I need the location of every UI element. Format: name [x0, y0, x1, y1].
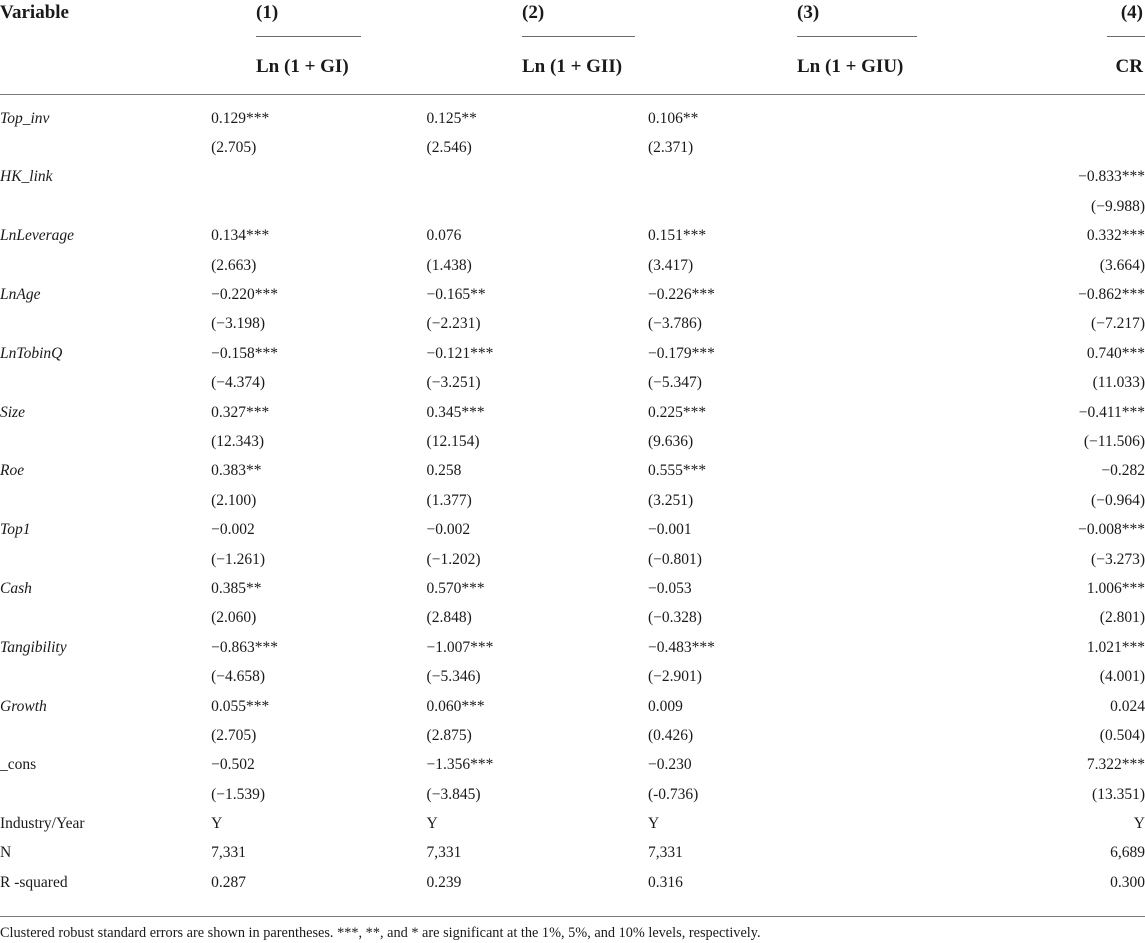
- cell-col-4: 0.300: [1110, 873, 1145, 891]
- cell-col-1: (−1.261): [211, 550, 266, 568]
- row-variable-label: [0, 721, 211, 750]
- table-row: [0, 310, 1145, 339]
- row-variable-label: _cons: [0, 756, 37, 774]
- cell-col-2: −0.002: [426, 521, 471, 539]
- cell-col-1: Y: [211, 815, 223, 833]
- table-row: [0, 780, 1145, 809]
- table-row: [0, 104, 1145, 133]
- cell-col-2: −1.356***: [426, 756, 494, 774]
- cell-col-3: (9.636): [647, 432, 694, 450]
- table-row: [0, 633, 1145, 662]
- cell-col-3: (0.426): [647, 726, 694, 744]
- cell-col-2: −0.165**: [426, 286, 486, 304]
- cell-col-4: (3.664): [1099, 256, 1145, 274]
- cell-col-1: −0.502: [211, 756, 255, 774]
- cell-col-1: 0.327***: [211, 403, 270, 421]
- cell-col-4: −0.282: [1101, 462, 1145, 480]
- header-col-4-underline: [1107, 36, 1145, 37]
- coefficient-table: [0, 104, 1145, 898]
- cell-col-3: (−0.328): [647, 609, 702, 627]
- cell-col-1: 0.383**: [211, 462, 262, 480]
- cell-col-2: (1.438): [426, 256, 472, 274]
- cell-col-3: 0.316: [647, 873, 683, 891]
- cell-col-2: 0.076: [426, 227, 462, 245]
- table-row: [0, 751, 1145, 780]
- cell-col-1: (−4.658): [211, 668, 266, 686]
- cell-col-1: (2.705): [211, 139, 257, 157]
- table-row: [0, 133, 1145, 162]
- cell-col-4: −0.862***: [1078, 286, 1145, 304]
- cell-col-3: (−0.801): [647, 550, 702, 568]
- cell-col-2: 0.570***: [426, 579, 485, 597]
- row-variable-label: [0, 604, 211, 633]
- header-variable: Variable: [0, 2, 69, 23]
- row-variable-label: [0, 251, 211, 280]
- row-variable-label: Tangibility: [0, 638, 67, 656]
- row-variable-label: [0, 310, 211, 339]
- row-variable-label: N: [0, 844, 12, 862]
- table-row: [0, 515, 1145, 544]
- cell-col-4: (−7.217): [1091, 315, 1145, 333]
- cell-col-4: (13.351): [1092, 785, 1145, 803]
- table-row: [0, 427, 1145, 456]
- cell-col-4: −0.411***: [1078, 403, 1145, 421]
- cell-col-3: −0.226***: [647, 286, 715, 304]
- cell-col-3: (−3.786): [647, 315, 702, 333]
- coefficient-table-body: [0, 104, 1145, 898]
- cell-col-4: −0.833***: [1078, 168, 1145, 186]
- cell-col-3: −0.230: [647, 756, 692, 774]
- row-variable-label: Cash: [0, 579, 32, 597]
- cell-col-4: (−11.506): [1083, 432, 1145, 450]
- header-col-3-number: (3): [797, 2, 820, 23]
- cell-col-4: (4.001): [1099, 668, 1145, 686]
- cell-col-2: [427, 192, 648, 221]
- table-row: [0, 339, 1145, 368]
- cell-col-3: 0.009: [647, 697, 683, 715]
- table-footnote: Clustered robust standard errors are shown in parentheses. ***, **, and * are significant at the 1%, 5%, and 10% levels, respectively.: [0, 925, 761, 941]
- cell-col-1: −0.220***: [211, 286, 278, 304]
- cell-col-1: (2.705): [211, 726, 257, 744]
- cell-col-1: [211, 163, 426, 192]
- cell-col-3: 0.555***: [647, 462, 707, 480]
- cell-col-2: (12.154): [426, 432, 480, 450]
- cell-col-2: (1.377): [426, 491, 472, 509]
- cell-col-4: 0.740***: [1086, 344, 1145, 362]
- row-variable-label: [0, 192, 211, 221]
- header-col-1-depvar: Ln (1 + GI): [256, 56, 349, 77]
- table-row: [0, 662, 1145, 691]
- cell-col-4: (11.033): [1092, 374, 1145, 392]
- cell-col-2: Y: [426, 815, 438, 833]
- cell-col-2: −1.007***: [426, 638, 494, 656]
- row-variable-label: Roe: [0, 462, 25, 480]
- cell-col-4: Y: [1133, 815, 1145, 833]
- header-col-3-underline: [797, 36, 917, 37]
- cell-col-1: 7,331: [211, 844, 246, 862]
- cell-col-1: −0.002: [211, 521, 255, 539]
- cell-col-2: (−3.845): [426, 785, 481, 803]
- cell-col-2: (−5.346): [426, 668, 481, 686]
- cell-col-1: (−4.374): [211, 374, 266, 392]
- header-col-1-number: (1): [256, 2, 279, 23]
- cell-col-3: (2.371): [647, 139, 694, 157]
- bottom-rule: [0, 916, 1145, 917]
- cell-col-2: (−3.251): [426, 374, 481, 392]
- table-row: [0, 574, 1145, 603]
- cell-col-4: −0.008***: [1078, 521, 1145, 539]
- row-variable-label: Industry/Year: [0, 815, 85, 833]
- cell-col-1: 0.129***: [211, 109, 270, 127]
- cell-col-1: 0.385**: [211, 579, 262, 597]
- table-row: [0, 486, 1145, 515]
- row-variable-label: [0, 780, 211, 809]
- cell-col-3: −0.483***: [647, 638, 715, 656]
- cell-col-1: [211, 192, 426, 221]
- cell-col-2: (2.848): [426, 609, 472, 627]
- cell-col-2: 0.239: [426, 873, 462, 891]
- cell-col-1: −0.158***: [211, 344, 278, 362]
- cell-col-4: 0.332***: [1086, 227, 1145, 245]
- cell-col-4: (−0.964): [1091, 491, 1145, 509]
- cell-col-2: (−2.231): [426, 315, 481, 333]
- cell-col-3: [648, 163, 869, 192]
- row-variable-label: [0, 662, 211, 691]
- header-rule: [0, 94, 1145, 95]
- cell-col-4: [869, 104, 1145, 133]
- cell-col-3: (−2.901): [647, 668, 702, 686]
- row-variable-label: Top1: [0, 521, 31, 539]
- cell-col-3: 0.151***: [647, 227, 707, 245]
- cell-col-2: 0.345***: [426, 403, 485, 421]
- cell-col-3: 0.106**: [647, 109, 699, 127]
- table-row: [0, 457, 1145, 486]
- row-variable-label: R -squared: [0, 873, 68, 891]
- row-variable-label: Top_inv: [0, 109, 50, 127]
- row-variable-label: Growth: [0, 697, 47, 715]
- cell-col-2: −0.121***: [426, 344, 494, 362]
- cell-col-3: −0.001: [647, 521, 692, 539]
- table-row: [0, 721, 1145, 750]
- row-variable-label: LnTobinQ: [0, 344, 63, 362]
- cell-col-3: [648, 192, 869, 221]
- table-row: [0, 280, 1145, 309]
- row-variable-label: HK_link: [0, 168, 53, 186]
- cell-col-2: (2.546): [426, 139, 472, 157]
- header-col-4-depvar: CR: [1115, 56, 1143, 77]
- cell-col-1: (−1.539): [211, 785, 266, 803]
- cell-col-3: −0.053: [647, 579, 692, 597]
- cell-col-1: 0.055***: [211, 697, 270, 715]
- cell-col-4: 0.024: [1110, 697, 1145, 715]
- cell-col-3: (3.417): [647, 256, 694, 274]
- cell-col-2: 0.258: [426, 462, 462, 480]
- table-row: [0, 369, 1145, 398]
- cell-col-1: 0.134***: [211, 227, 270, 245]
- cell-col-1: (−3.198): [211, 315, 266, 333]
- cell-col-4: 6,689: [1110, 844, 1145, 862]
- header-col-2-depvar: Ln (1 + GII): [522, 56, 623, 77]
- cell-col-2: (2.875): [426, 726, 472, 744]
- cell-col-4: [869, 133, 1145, 162]
- cell-col-4: 7.322***: [1086, 756, 1145, 774]
- cell-col-3: 0.225***: [647, 403, 707, 421]
- cell-col-2: (−1.202): [426, 550, 481, 568]
- table-row: [0, 604, 1145, 633]
- cell-col-1: 0.287: [211, 873, 246, 891]
- row-variable-label: [0, 486, 211, 515]
- header-col-2-number: (2): [522, 2, 545, 23]
- cell-col-4: (2.801): [1099, 609, 1145, 627]
- row-variable-label: Size: [0, 403, 25, 421]
- cell-col-1: −0.863***: [211, 638, 278, 656]
- table-row: [0, 222, 1145, 251]
- table-row: [0, 192, 1145, 221]
- cell-col-4: (−9.988): [1091, 197, 1145, 215]
- cell-col-4: 1.006***: [1086, 579, 1145, 597]
- cell-col-2: 0.060***: [426, 697, 485, 715]
- cell-col-1: (2.100): [211, 491, 257, 509]
- cell-col-2: 0.125**: [426, 109, 477, 127]
- row-variable-label: LnLeverage: [0, 227, 75, 245]
- table-row: [0, 868, 1145, 897]
- cell-col-1: (12.343): [211, 432, 265, 450]
- cell-col-3: −0.179***: [647, 344, 715, 362]
- table-row: [0, 163, 1145, 192]
- cell-col-4: (−3.273): [1091, 550, 1145, 568]
- cell-col-3: (3.251): [647, 491, 694, 509]
- cell-col-2: [427, 163, 648, 192]
- cell-col-4: 1.021***: [1086, 638, 1145, 656]
- cell-col-3: (-0.736): [647, 785, 699, 803]
- row-variable-label: [0, 369, 211, 398]
- cell-col-3: Y: [647, 815, 660, 833]
- table-row: [0, 545, 1145, 574]
- row-variable-label: [0, 133, 211, 162]
- table-row: [0, 839, 1145, 868]
- table-row: [0, 251, 1145, 280]
- row-variable-label: [0, 427, 211, 456]
- row-variable-label: LnAge: [0, 286, 41, 304]
- table-row: [0, 398, 1145, 427]
- cell-col-2: 7,331: [426, 844, 462, 862]
- header-col-1-underline: [256, 36, 361, 37]
- table-row: [0, 809, 1145, 838]
- header-col-4-number: (4): [1120, 2, 1143, 23]
- row-variable-label: [0, 545, 211, 574]
- cell-col-3: (−5.347): [647, 374, 702, 392]
- cell-col-3: 7,331: [647, 844, 683, 862]
- cell-col-4: (0.504): [1099, 726, 1145, 744]
- header-col-2-underline: [522, 36, 635, 37]
- header-col-3-depvar: Ln (1 + GIU): [797, 56, 904, 77]
- table-row: [0, 692, 1145, 721]
- cell-col-1: (2.663): [211, 256, 257, 274]
- cell-col-1: (2.060): [211, 609, 257, 627]
